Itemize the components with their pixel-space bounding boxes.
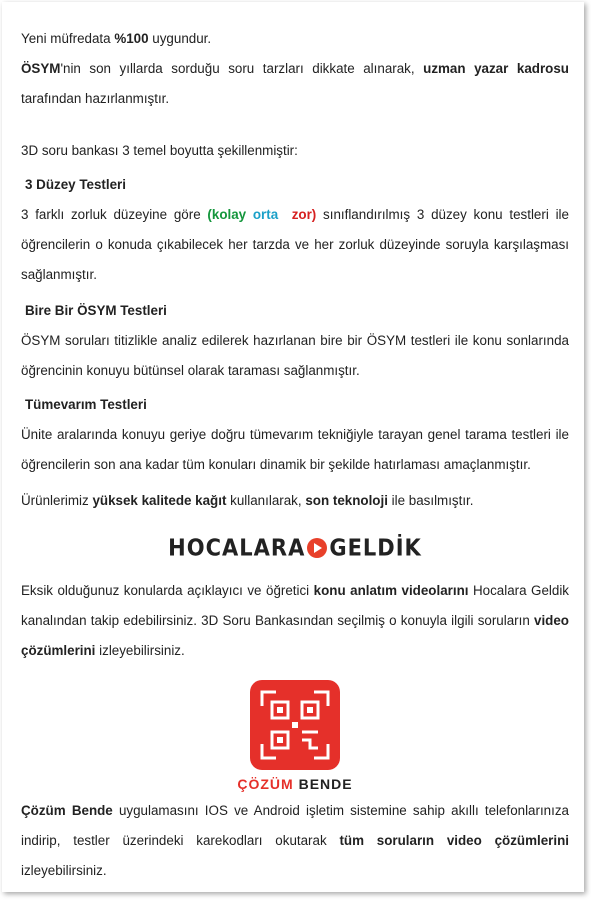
text: Yeni müfredata [21,31,115,46]
section-body-induction: Ünite aralarında konuyu geriye doğru tümevarım tekniğiyle tarayan genel tarama testleri ile öğrencilerin son ana kadar tüm konuları dinamik bir şekilde hatırlaması amaçlanmıştır. [21,427,569,472]
text: Eksik olduğunuz konularda açıklayıcı ve öğretici [21,583,314,598]
app-name-dark: BENDE [293,776,353,792]
section-body-3-level [21,200,569,290]
logo-text-left: HOCALARA [168,534,306,562]
hocalara-paragraph [21,576,569,666]
app-name-red: ÇÖZÜM [237,776,294,792]
description-content [21,24,569,886]
section-title-osym: Bire Bir ÖSYM Testleri [25,303,167,318]
text: 'nin son yıllarda sorduğu soru tarzları dikkate alınarak, [60,61,424,76]
medium-label: orta [252,207,279,222]
authors-highlight: uzman yazar kadrosu [423,61,569,76]
intro-line-1 [21,24,569,54]
text: 3 farklı zorluk düzeyine göre [21,207,208,222]
app-name [235,776,355,792]
text: sınıflandırılmış 3 düzey konu testleri ile öğrencilerin o konuda çıkabilecek her tarzda ve her zorluk düzeyinde soruyla karşılaşması sağlanmıştır. [21,207,569,282]
paper-highlight: yüksek kalitede kağıt [92,493,227,508]
lead-text: 3D soru bankası 3 temel boyutta şekillenmiştir: [21,143,298,158]
section-title-3-level: 3 Düzey Testleri [25,177,126,192]
technology-highlight: son teknoloji [305,493,388,508]
videos-highlight: konu anlatım videolarını [313,583,469,598]
play-icon [307,538,327,558]
cozum-paragraph [21,796,569,886]
page-frame [2,2,584,892]
hard-label: zor) [291,207,317,222]
hocalara-geldik-logo [21,536,569,576]
app-highlight: Çözüm Bende [21,803,113,818]
text: izleyebilirsiniz. [95,643,185,658]
text: Hocalara Geldik kanalından takip edebilirsiniz. 3D Soru Bankasından seçilmiş o konuyla ilgili soruların [21,583,569,628]
section-body-osym: ÖSYM soruları titizlikle analiz edilerek hazırlanan bire bir ÖSYM testleri ile konu sonlarında öğrencinin konuyu bütünsel olarak taraması sağlanmıştır. [21,333,569,378]
logo-text-right: GELDİK [329,534,422,562]
text: uygulamasını IOS ve Android işletim sistemine sahip akıllı telefonlarınıza indirip, testler üzerindeki karekodları okutarak [21,803,569,848]
qr-code-icon [250,680,340,770]
section-title-induction: Tümevarım Testleri [25,397,147,412]
text: izleyebilirsiniz. [21,863,107,878]
text: tarafından hazırlanmıştır. [21,91,170,106]
percent-highlight: %100 [114,31,149,46]
osym-highlight: ÖSYM [21,61,61,76]
quality-line [21,486,569,516]
text: ile basılmıştır. [387,493,474,508]
text: kullanılarak, [226,493,306,508]
text: uygundur. [148,31,212,46]
intro-line-2 [21,54,569,114]
text: Ürünlerimiz [21,493,93,508]
easy-label: (kolay [207,207,247,222]
all-solutions-highlight: tüm soruların video çözümlerini [339,833,569,848]
solutions-highlight: video çözümlerini [21,613,569,658]
cozum-bende-logo [235,680,355,792]
